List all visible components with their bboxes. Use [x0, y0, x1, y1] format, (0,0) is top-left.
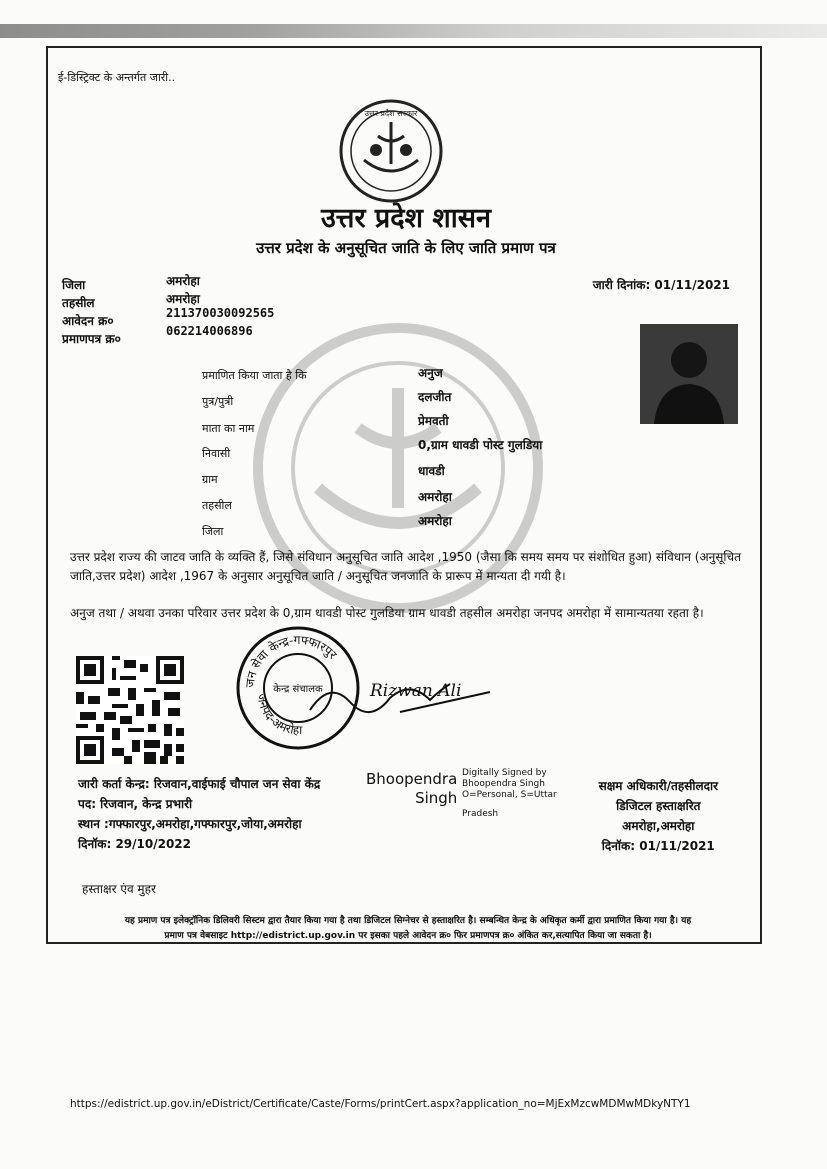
- village-label: ग्राम: [202, 473, 218, 486]
- mother-name: प्रेमवती: [418, 414, 449, 428]
- applicant-photo: [640, 324, 738, 424]
- tehsil-value: अमरोहा: [166, 292, 200, 306]
- mother-label: माता का नाम: [202, 422, 255, 435]
- seal-top-text: जन सेवा केन्द्र-गफ्फारपुर: [242, 632, 340, 689]
- issuer-post: पद: रिजवान, केन्द्र प्रभारी: [78, 797, 193, 811]
- tehsil-label: तहसील: [62, 296, 95, 310]
- footnote-line-1: यह प्रमाण पत्र इलेक्ट्रॉनिक डिलिवरी सिस्टम द्वारा तैयार किया गया है तथा डिजिटल सिग्नेचर से हस्ताक्षरित है। सम्बन्धित केन्द्र के अधिकृत कर्मी द्वारा प्रमाणित किया गया है। यह: [124, 916, 692, 926]
- certificate-no-value: 062214006896: [166, 324, 253, 338]
- person-icon: [640, 324, 738, 424]
- officer-digital: डिजिटल हस्ताक्षरित: [616, 799, 701, 813]
- signer-last-name: Singh: [415, 789, 458, 807]
- field-district-label: जिला: [202, 525, 224, 538]
- resident-value: 0,ग्राम धावडी पोस्ट गुलडिया: [418, 438, 543, 452]
- issuer-center: जारी कर्ता केन्द्र: रिजवान,वाईफाई चौपाल जन सेवा केंद्र: [78, 777, 321, 791]
- officer-place: अमरोहा,अमरोहा: [622, 819, 695, 833]
- signature-meta-line: Digitally Signed by: [462, 768, 547, 778]
- signature-meta-line: Pradesh: [462, 809, 499, 819]
- application-no-label: आवेदन क्र०: [62, 314, 114, 328]
- certify-label: प्रमाणित किया जाता है कि: [202, 369, 307, 382]
- qr-code-icon: [76, 656, 184, 764]
- officer-block: [599, 776, 718, 856]
- up-emblem-icon: [338, 98, 444, 204]
- issuer-block: [78, 774, 320, 854]
- print-url: https://edistrict.up.gov.in/eDistrict/Certificate/Caste/Forms/printCert.aspx?application_no=MjExMzcwMDMwMDkyNTY1: [70, 1098, 691, 1110]
- signature-meta-line: Bhoopendra Singh: [462, 779, 545, 789]
- emblem-text: उत्तर प्रदेश सरकार: [364, 109, 418, 118]
- issuer-place: स्थान :गफ्फारपुर,अमरोहा,गफ्फारपुर,जोया,अमरोहा: [78, 817, 302, 831]
- district-label: जिला: [62, 278, 86, 292]
- page-title: उत्तर प्रदेश शासन: [321, 203, 491, 234]
- field-tehsil-value: अमरोहा: [418, 490, 452, 504]
- officer-date: दिनॉक: 01/11/2021: [601, 839, 715, 853]
- holder-name: अनुज: [418, 366, 443, 380]
- issuer-date: दिनॉक: 29/10/2022: [78, 837, 192, 851]
- signature-seal-label: हस्ताक्षर एंव मुहर: [82, 882, 156, 896]
- signature-meta-line: O=Personal, S=Uttar: [462, 790, 557, 800]
- certificate-subtitle: उत्तर प्रदेश के अनुसूचित जाति के लिए जाति प्रमाण पत्र: [256, 239, 556, 257]
- seal-center-text: केन्द्र संचालक: [273, 684, 323, 695]
- field-district-value: अमरोहा: [418, 514, 452, 528]
- signer-first-name: Bhoopendra: [366, 770, 458, 788]
- handwritten-signature: [280, 670, 500, 722]
- officer-title: सक्षम अधिकारी/तहसीलदार: [598, 779, 718, 793]
- village-value: धावडी: [418, 464, 445, 478]
- district-value: अमरोहा: [166, 274, 200, 288]
- parent-name: दलजीत: [418, 390, 452, 404]
- footnote-line-2: प्रमाण पत्र वेबसाइट http://edistrict.up.gov.in पर इसका पहले आवेदन क्र० फिर प्रमाणपत्र क्र० अंकित कर,सत्यापित किया जा सकता है।: [164, 931, 652, 941]
- application-no-value: 211370030092565: [166, 306, 275, 320]
- edistrict-tag: ई-डिस्ट्रिक्ट के अन्तर्गत जारी..: [58, 71, 176, 84]
- resident-label: निवासी: [202, 447, 231, 460]
- digital-signature-meta: [462, 768, 560, 820]
- footnote: [68, 914, 748, 944]
- digital-signer-name: [366, 770, 457, 808]
- signature-text: Rizwan Ali: [370, 681, 462, 701]
- issue-date: जारी दिनांक: 01/11/2021: [592, 278, 730, 292]
- seal-bottom-text: जनपद-अमरोहा: [254, 692, 303, 738]
- body-paragraph-2: अनुज तथा / अथवा उनका परिवार उत्तर प्रदेश के 0,ग्राम धावडी पोस्ट गुलडिया ग्राम धावडी तहसील अमरोहा जनपद अमरोहा में सामान्यतया रहता है।: [70, 606, 704, 620]
- parent-label: पुत्र/पुत्री: [202, 395, 234, 408]
- scan-edge: [0, 24, 827, 38]
- field-tehsil-label: तहसील: [202, 499, 232, 512]
- body-paragraph-1: उत्तर प्रदेश राज्य की जाटव जाति के व्यक्ति हैं, जिसे संविधान अनुसूचित जाति आदेश ,1950 (जैसा कि समय समय पर संशोधित हुआ) संविधान (अनुसूचित जाति,उत्तर प्रदेश) आदेश ,1967 के अनुसार अनुसूचित जाति / अनुसूचित जनजाति के प्रारूप में मान्यता दी गयी है।: [70, 550, 741, 583]
- certificate: [46, 46, 762, 944]
- certificate-no-label: प्रमाणपत्र क्र०: [62, 332, 121, 346]
